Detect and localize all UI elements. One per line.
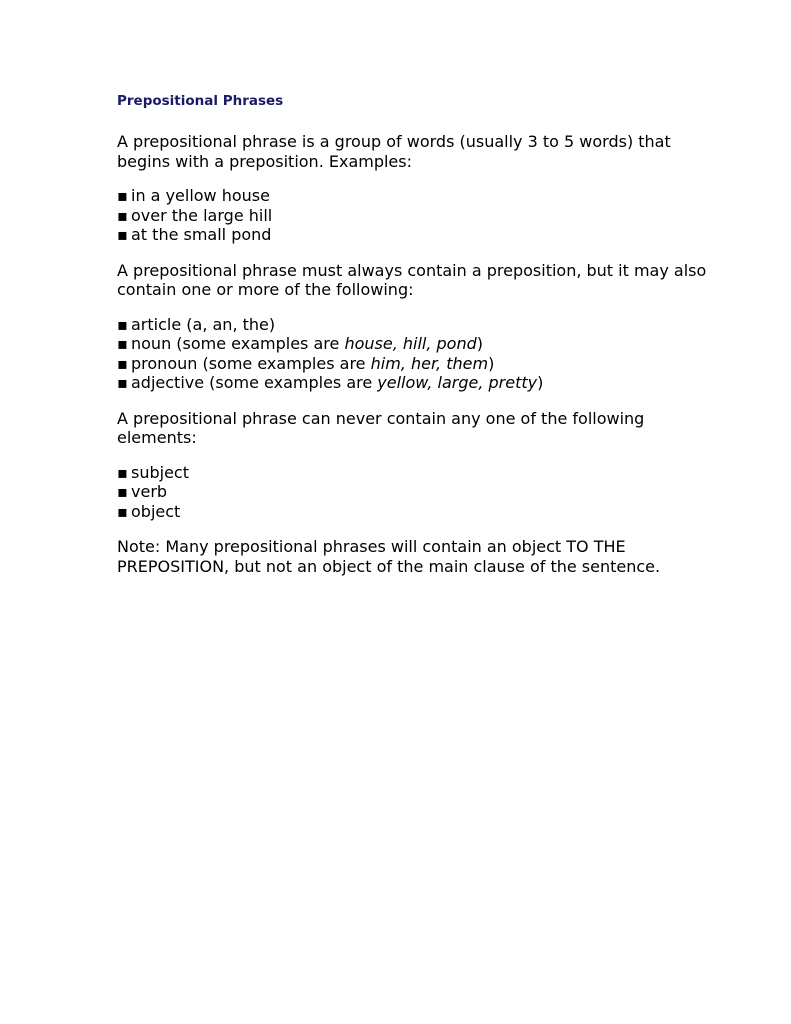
list-item-examples: him, her, them: [370, 353, 489, 373]
list-item: [117, 463, 717, 483]
contain-paragraph: A prepositional phrase must always contain a preposition, but it may also contain one or more of the following:: [117, 260, 707, 299]
list-item-suffix: ): [476, 334, 483, 353]
list-item: [117, 354, 717, 374]
list-item-text: over the large hill: [131, 205, 273, 225]
list-item: [117, 373, 717, 393]
list-item-text: adjective (some examples are: [131, 373, 378, 392]
list-item: [117, 206, 717, 226]
list-item-examples: house, hill, pond: [344, 334, 477, 353]
bullet-icon: ▪: [117, 501, 128, 521]
may-contain-list: [117, 315, 717, 393]
list-item: [117, 186, 717, 206]
list-item-text: object: [131, 501, 181, 521]
bullet-icon: ▪: [117, 462, 128, 482]
list-item-text: article (a, an, the): [131, 314, 276, 334]
bullet-icon: ▪: [117, 205, 128, 225]
list-item: [117, 334, 717, 354]
list-item-text: noun (some examples are: [131, 334, 345, 353]
never-paragraph: A prepositional phrase can never contain any one of the following elements:: [117, 408, 645, 447]
note-paragraph: Note: Many prepositional phrases will contain an object TO THE PREPOSITION, but not an object of the main clause of the sentence.: [117, 537, 661, 576]
bullet-icon: ▪: [117, 225, 128, 244]
bullet-icon: ▪: [117, 334, 128, 353]
list-item: [117, 225, 717, 245]
list-item: [117, 315, 717, 335]
bullet-icon: ▪: [117, 482, 128, 501]
examples-list: [117, 186, 717, 245]
list-item-suffix: ): [488, 353, 495, 373]
bullet-icon: ▪: [117, 373, 128, 392]
list-item-text: subject: [131, 462, 189, 482]
list-item: [117, 502, 717, 522]
list-item: [117, 482, 717, 502]
intro-paragraph: A prepositional phrase is a group of words (usually 3 to 5 words) that begins with a preposition. Examples:: [117, 132, 671, 171]
bullet-icon: ▪: [117, 353, 128, 373]
document-page: [117, 92, 717, 591]
list-item-text: at the small pond: [131, 225, 272, 244]
list-item-examples: yellow, large, pretty: [377, 373, 538, 392]
bullet-icon: ▪: [117, 314, 128, 334]
bullet-icon: ▪: [117, 186, 128, 205]
page-title: Prepositional Phrases: [117, 93, 284, 109]
list-item-text: pronoun (some examples are: [131, 353, 371, 373]
list-item-suffix: ): [537, 373, 544, 392]
list-item-text: in a yellow house: [131, 186, 270, 205]
list-item-text: verb: [131, 482, 168, 501]
never-contain-list: [117, 463, 717, 522]
